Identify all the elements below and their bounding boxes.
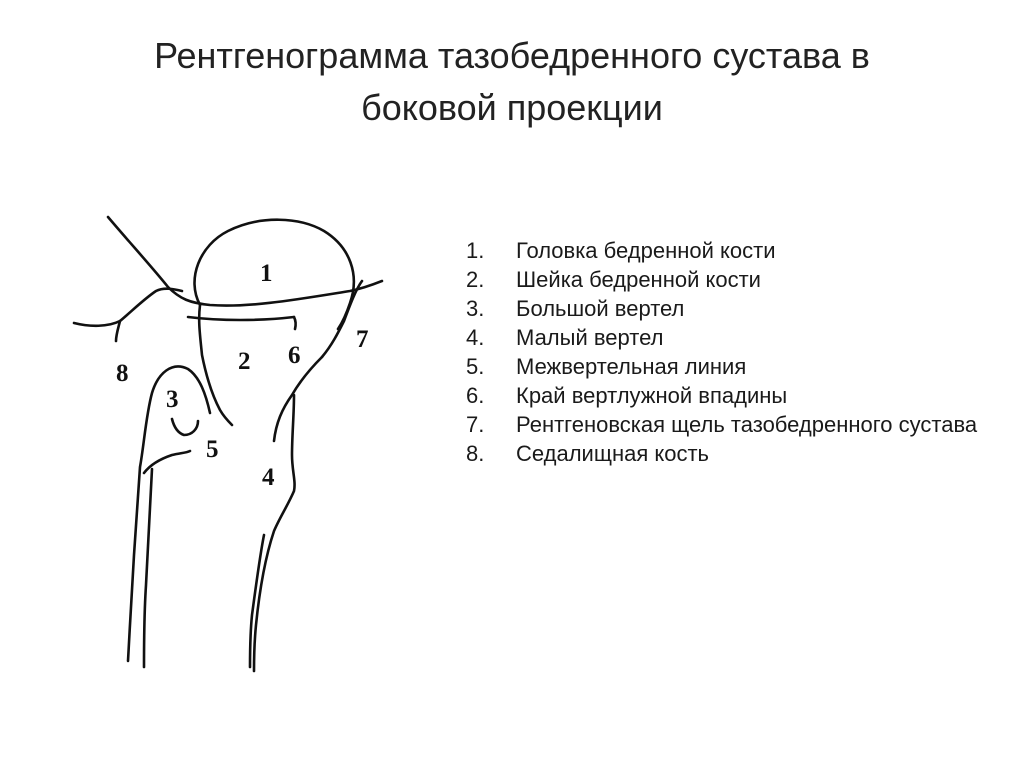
legend-text: Головка бедренной кости	[516, 238, 776, 263]
legend-number: 4.	[466, 325, 485, 350]
lateral-neck-contour	[274, 357, 322, 441]
label-5: 5	[206, 436, 219, 463]
legend-number: 8.	[466, 441, 485, 466]
legend-item	[458, 265, 998, 294]
title-line-2: боковой проекции	[361, 87, 663, 128]
shaft-right-inner	[250, 535, 264, 667]
legend-item	[458, 410, 998, 439]
legend-text: Рентгеновская щель тазобедренного сустава	[516, 412, 978, 437]
label-2: 2	[238, 348, 251, 375]
acetabulum-line	[108, 217, 382, 306]
shaft-inner-left	[144, 469, 152, 667]
hip-joint-diagram	[60, 205, 400, 675]
slide-title	[40, 30, 984, 134]
legend-number: 6.	[466, 383, 485, 408]
legend-text: Край вертлужной впадины	[516, 383, 788, 408]
legend-item	[458, 323, 998, 352]
acetabular-rim-line	[188, 317, 294, 320]
legend-text: Большой вертел	[516, 296, 685, 321]
rim-tick	[294, 317, 296, 329]
legend-item	[458, 439, 998, 468]
greater-trochanter-inner	[172, 419, 198, 435]
ischium-tail	[116, 321, 120, 341]
legend-number: 5.	[466, 354, 485, 379]
legend-item	[458, 381, 998, 410]
legend-text: Межвертельная линия	[516, 354, 747, 379]
legend-text: Малый вертел	[516, 325, 664, 350]
neck-medial-contour	[199, 305, 232, 425]
label-3: 3	[166, 386, 179, 413]
label-7: 7	[356, 326, 369, 353]
legend-item	[458, 236, 998, 265]
legend-list	[458, 236, 998, 468]
femoral-head-outline	[195, 220, 354, 329]
legend-item	[458, 352, 998, 381]
label-8: 8	[116, 360, 129, 387]
legend-number: 1.	[466, 238, 485, 263]
legend-text: Шейка бедренной кости	[516, 267, 761, 292]
legend-item	[458, 294, 998, 323]
label-4: 4	[262, 464, 275, 491]
legend-number: 2.	[466, 267, 485, 292]
legend-text: Седалищная кость	[516, 441, 709, 466]
legend-number: 3.	[466, 296, 485, 321]
label-1: 1	[260, 260, 273, 287]
legend-number: 7.	[466, 412, 485, 437]
ischium-line	[74, 289, 182, 326]
label-6: 6	[288, 342, 301, 369]
hip-joint-drawing	[60, 205, 400, 675]
title-line-1: Рентгенограмма тазобедренного сустава в	[154, 35, 870, 76]
